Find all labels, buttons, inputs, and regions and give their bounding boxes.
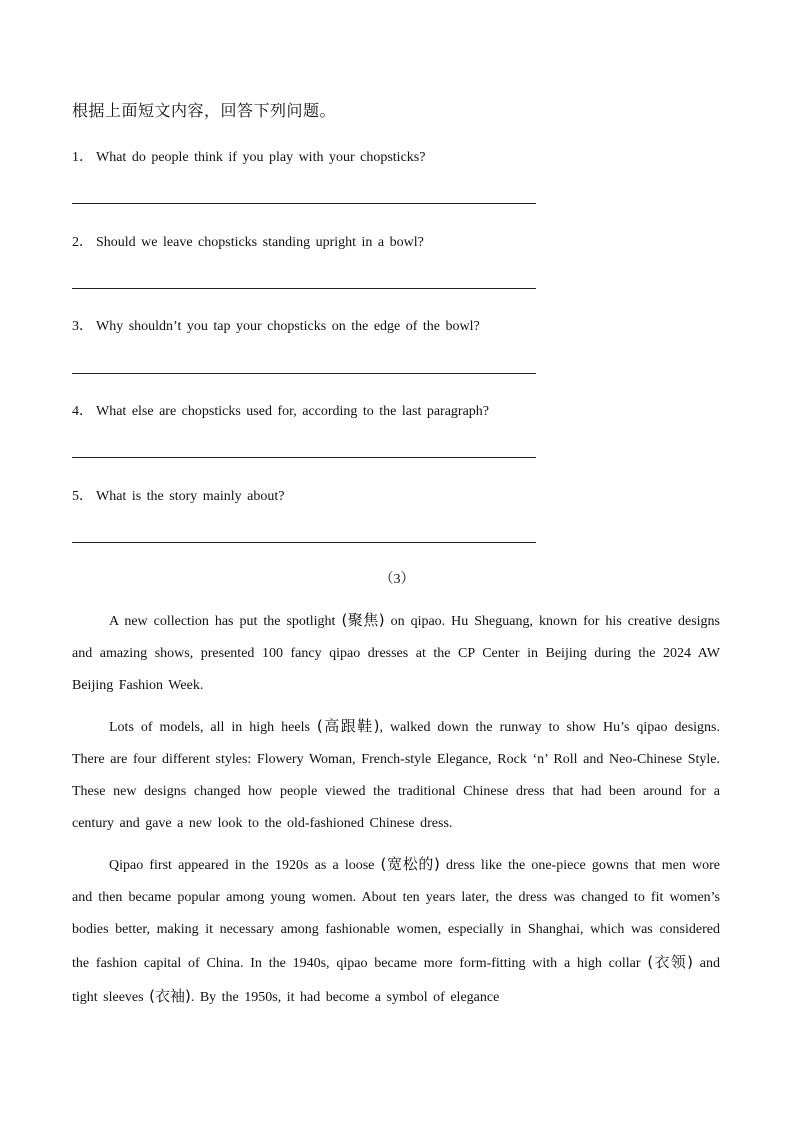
paragraph-text: and tight sleeves [72,956,720,1005]
chinese-gloss: (宽松的) [380,855,440,873]
question-number: 2． [72,235,93,250]
question-text: What else are chopsticks used for, according to the last paragraph? [96,404,490,419]
chinese-gloss: (聚焦) [341,611,385,629]
chinese-gloss: (衣袖) [149,987,191,1005]
question-number: 1． [72,150,93,165]
question-text: Why shouldn’t you tap your chopsticks on the edge of the bowl? [96,319,480,334]
question-text: What do people think if you play with your chopsticks? [96,150,426,165]
paragraph-text: . By the 1950s, it had become a symbol of elegance [190,990,500,1005]
reading-paragraph-3 [72,848,720,1014]
reading-paragraph-2 [72,710,720,840]
question-number: 5． [72,489,93,504]
paragraph-text: Lots of models, all in high heels [109,720,317,735]
question-2 [72,231,424,251]
answer-line-2[interactable] [72,288,536,289]
answer-line-1[interactable] [72,203,536,204]
question-text: What is the story mainly about? [96,489,285,504]
question-number: 3． [72,319,93,334]
answer-line-5[interactable] [72,542,536,543]
question-5 [72,485,284,505]
paragraph-text: on qipao. Hu Sheguang, known for his creative designs and amazing shows, presented 100 fancy qipao dresses at the CP Center in Beijing during the 2024 AW Beijing Fashion Week. [72,614,720,693]
paragraph-text: , walked down the runway to show Hu’s qipao designs. There are four different styles: Flowery Woman, French-style Elegance, Rock ‘n’ Roll and Neo-Chinese Style. These new designs changed how people viewed the traditional Chinese dress that had been around for a century and gave a new look to the old-fashioned Chinese dress. [72,720,720,831]
question-3 [72,315,480,335]
instruction-text: 根据上面短文内容，回答下列问题。 [72,101,337,120]
paragraph-text: A new collection has put the spotlight [109,614,342,629]
paragraph-text: Qipao first appeared in the 1920s as a loose [109,858,381,873]
section-label: （3） [379,572,415,587]
question-1 [72,146,425,166]
chinese-gloss: (衣领) [647,953,693,971]
paragraph-text: dress like the one-piece gowns that men wore and then became popular among young women. About ten years later, the dress was changed to fit women’s bodies better, making it necessary among fashionable women, especially in Shanghai, which was considered the fashion capital of China. In the 1940s, qipao became more form-fitting with a high collar [72,858,720,971]
question-4 [72,400,489,420]
answer-line-4[interactable] [72,457,536,458]
question-text: Should we leave chopsticks standing upright in a bowl? [96,235,424,250]
question-number: 4． [72,404,93,419]
answer-line-3[interactable] [72,373,536,374]
reading-paragraph-1 [72,604,720,702]
chinese-gloss: (高跟鞋) [316,717,380,735]
